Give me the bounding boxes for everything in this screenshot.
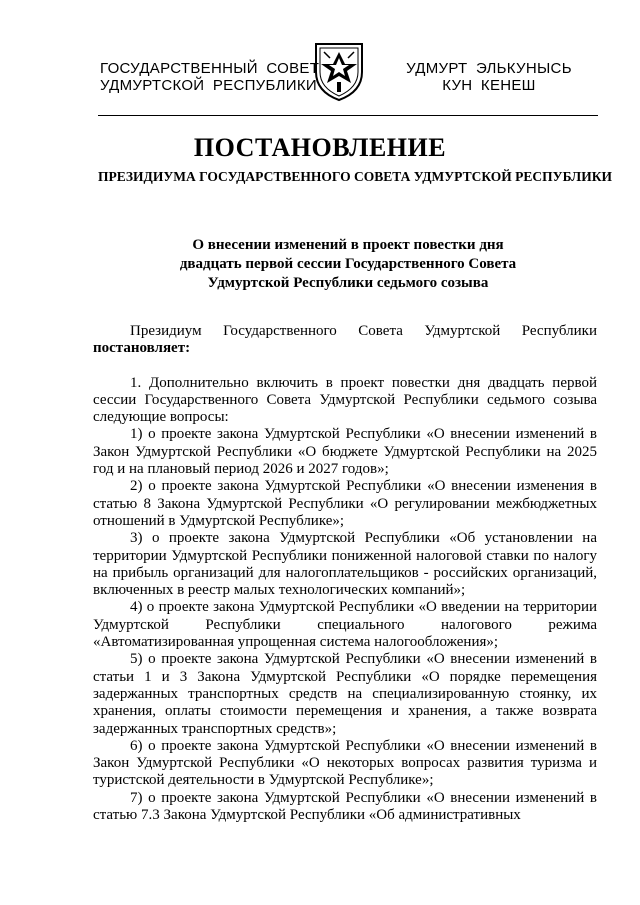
- issuer-name-udmurt: [398, 60, 580, 94]
- list-item: 2) о проекте закона Удмуртской Республики «О внесении изменения в статью 8 Закона Удмуртской Республики «О регулировании межбюджетных отношений в Удмуртской Республике»;: [93, 478, 597, 529]
- list-item: 4) о проекте закона Удмуртской Республики «О введении на территории Удмуртской Республики специального налогового режима «Автоматизированная упрощенная система налогообложения»;: [93, 599, 597, 651]
- document-subtitle: ПРЕЗИДИУМА ГОСУДАРСТВЕННОГО СОВЕТА УДМУРТСКОЙ РЕСПУБЛИКИ: [98, 169, 613, 184]
- list-item: 7) о проекте закона Удмуртской Республики «О внесении изменений в статью 7.3 Закона Удмуртской Республики «Об административных: [93, 789, 597, 824]
- preamble-paragraph: [93, 323, 597, 358]
- document-body: [93, 323, 597, 824]
- header-divider: [98, 115, 598, 116]
- document-title: ПОСТАНОВЛЕНИЕ: [193, 133, 447, 162]
- issuer-name-line: ГОСУДАРСТВЕННЫЙ СОВЕТ: [100, 60, 320, 77]
- coat-of-arms-icon: [312, 38, 366, 102]
- document-subject: [98, 236, 598, 293]
- preamble-text: Президиум Государственного Совета Удмуртской Республики: [130, 323, 597, 339]
- clause-1: 1. Дополнительно включить в проект повестки дня двадцать первой сессии Государственного Совета Удмуртской Республики седьмого созыва следующие вопросы:: [93, 374, 597, 426]
- issuer-name-line: КУН КЕНЕШ: [442, 77, 536, 94]
- issuer-name-russian: [100, 60, 320, 94]
- issuer-name-line: УДМУРТ ЭЛЬКУНЫСЬ: [406, 60, 572, 77]
- list-item: 6) о проекте закона Удмуртской Республики «О внесении изменений в Закон Удмуртской Республики «О некоторых вопросах развития туризма и туристской деятельности в Удмуртской Республике»;: [93, 737, 597, 789]
- list-item: 1) о проекте закона Удмуртской Республики «О внесении изменений в Закон Удмуртской Республики «О бюджете Удмуртской Республики на 2025 год и на плановый период 2026 и 2027 годов»;: [93, 426, 597, 478]
- list-item: 3) о проекте закона Удмуртской Республики «Об установлении на территории Удмуртской Республики пониженной налоговой ставки по налогу на прибыль организаций для налогоплательщиков - российских организаций, включенных в реестр малых технологических компаний»;: [93, 530, 597, 599]
- subject-line: О внесении изменений в проект повестки дня: [192, 237, 504, 253]
- subject-line: Удмуртской Республики седьмого созыва: [207, 275, 489, 291]
- issuer-name-line: УДМУРТСКОЙ РЕСПУБЛИКИ: [100, 77, 317, 94]
- list-item: 5) о проекте закона Удмуртской Республики «О внесении изменений в статьи 1 и 3 Закона Удмуртской Республики «О порядке перемещения задержанных транспортных средств на специализированную стоянку, их хранения, оплаты стоимости перемещения и хранения, а также возврата задержанных транспортных средств»;: [93, 651, 597, 737]
- preamble-decision: постановляет:: [93, 340, 191, 357]
- subject-line: двадцать первой сессии Государственного Совета: [179, 256, 517, 272]
